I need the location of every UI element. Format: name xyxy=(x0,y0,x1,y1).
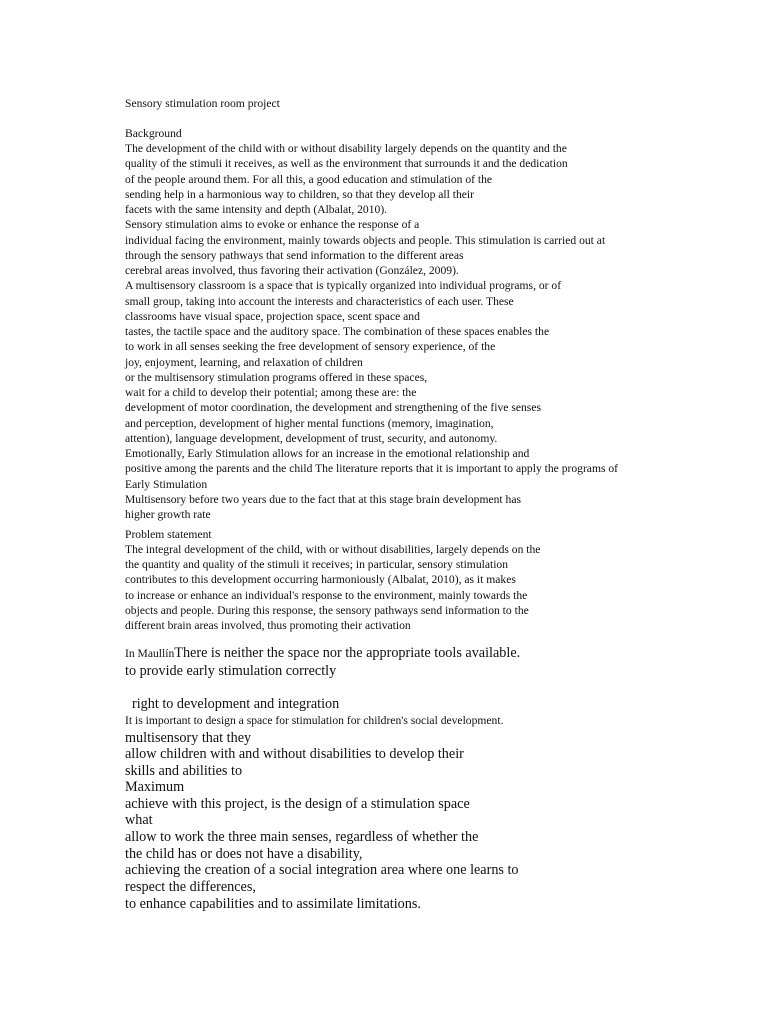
rights-line: to enhance capabilities and to assimilate limitations. xyxy=(125,896,421,912)
background-line: individual facing the environment, mainly towards objects and people. This stimulation is carried out at xyxy=(125,233,606,247)
rights-line: skills and abilities to xyxy=(125,763,243,779)
maullin-line-2: to provide early stimulation correctly xyxy=(125,663,337,679)
background-line: facets with the same intensity and depth (Albalat, 2010). xyxy=(125,203,388,216)
background-line: joy, enjoyment, learning, and relaxation of children xyxy=(125,355,363,369)
rights-line: what xyxy=(125,812,153,828)
rights-line: respect the differences, xyxy=(125,879,256,895)
rights-line: allow to work the three main senses, regardless of whether the xyxy=(125,829,479,845)
rights-line: achieving the creation of a social integration area where one learns to xyxy=(125,862,519,878)
background-line: attention), language development, development of trust, security, and autonomy. xyxy=(125,431,498,445)
problem-line: to increase or enhance an individual's response to the environment, mainly towards the xyxy=(125,588,528,602)
rights-line: the child has or does not have a disability, xyxy=(125,846,363,862)
background-line: A multisensory classroom is a space that is typically organized into individual programs, or of xyxy=(125,279,562,293)
background-line: tastes, the tactile space and the auditory space. The combination of these spaces enables the xyxy=(125,325,550,338)
background-line: higher growth rate xyxy=(125,508,211,521)
background-heading: Background xyxy=(125,127,182,140)
maullin-line-1-rest: There is neither the space nor the appropriate tools available. xyxy=(174,645,521,661)
rights-line: Maximum xyxy=(125,779,185,795)
background-line: development of motor coordination, the development and strengthening of the five senses xyxy=(125,401,541,415)
rights-heading: right to development and integration xyxy=(132,696,340,712)
rights-line: It is important to design a space for stimulation for children's social development. xyxy=(125,714,504,727)
rights-line: achieve with this project, is the design of a stimulation space xyxy=(125,796,470,812)
background-line: positive among the parents and the child The literature reports that it is important to apply the programs of xyxy=(125,462,619,476)
rights-line: multisensory that they xyxy=(125,730,252,746)
background-line: Early Stimulation xyxy=(125,477,208,491)
problem-heading: Problem statement xyxy=(125,528,212,541)
background-line: small group, taking into account the interests and characteristics of each user. These xyxy=(125,294,514,308)
background-line: or the multisensory stimulation programs offered in these spaces, xyxy=(125,370,428,384)
background-line: to work in all senses seeking the free development of sensory experience, of the xyxy=(125,340,496,354)
background-line: of the people around them. For all this, a good education and stimulation of the xyxy=(125,172,493,186)
rights-line: allow children with and without disabilities to develop their xyxy=(125,746,464,762)
background-line: The development of the child with or without disability largely depends on the quantity and the xyxy=(125,142,567,155)
maullin-line-1 xyxy=(125,645,520,662)
problem-line: different brain areas involved, thus promoting their activation xyxy=(125,619,411,632)
background-line: sending help in a harmonious way to children, so that they develop all their xyxy=(125,187,475,201)
background-line: and perception, development of higher mental functions (memory, imagination, xyxy=(125,416,494,430)
document-title: Sensory stimulation room project xyxy=(125,97,280,110)
maullin-prefix: In Maullín xyxy=(125,647,175,660)
problem-line: The integral development of the child, with or without disabilities, largely depends on the xyxy=(125,543,541,556)
background-line: cerebral areas involved, thus favoring their activation (González, 2009). xyxy=(125,264,459,277)
background-line: classrooms have visual space, projection space, scent space and xyxy=(125,309,420,323)
background-line: Multisensory before two years due to the fact that at this stage brain development has xyxy=(125,492,522,506)
background-line: Sensory stimulation aims to evoke or enhance the response of a xyxy=(125,218,420,232)
problem-line: contributes to this development occurring harmoniously (Albalat, 2010), as it makes xyxy=(125,573,516,587)
background-line: quality of the stimuli it receives, as well as the environment that surrounds it and the dedication xyxy=(125,157,568,171)
problem-line: objects and people. During this response, the sensory pathways send information to the xyxy=(125,603,529,617)
background-line: Emotionally, Early Stimulation allows for an increase in the emotional relationship and xyxy=(125,447,530,460)
problem-line: the quantity and quality of the stimuli it receives; in particular, sensory stimulation xyxy=(125,558,509,572)
background-line: through the sensory pathways that send information to the different areas xyxy=(125,248,464,262)
background-line: wait for a child to develop their potential; among these are: the xyxy=(125,386,417,399)
